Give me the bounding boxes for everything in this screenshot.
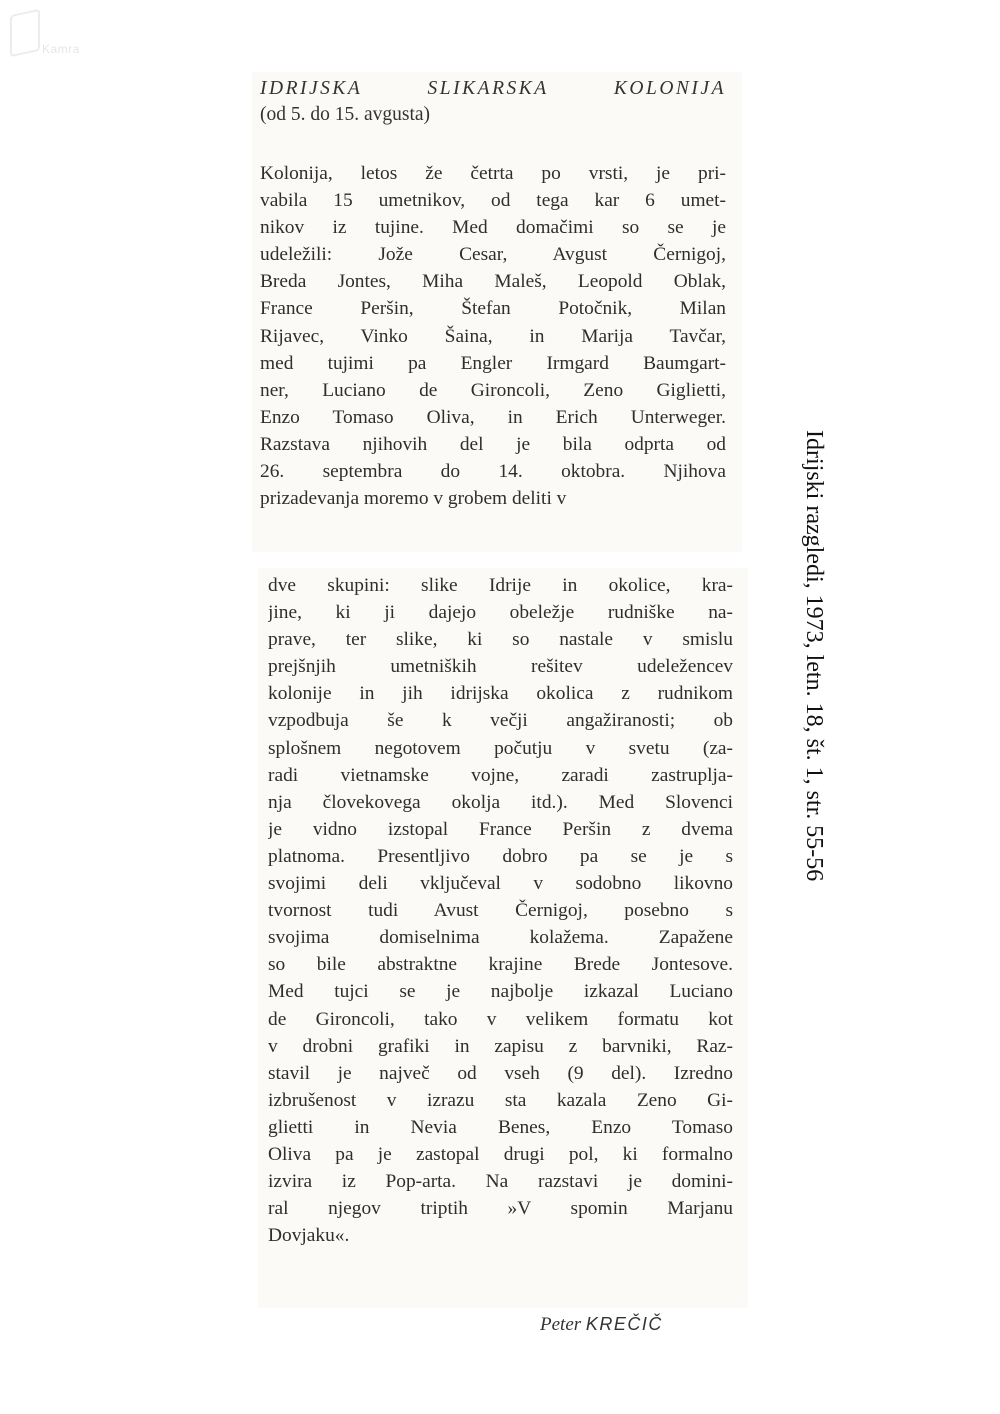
text-line: ner, Luciano de Gironcoli, Zeno Giglietti, [260, 379, 726, 401]
text-line: Rijavec, Vinko Šaina, in Marija Tavčar, [260, 325, 726, 347]
text-line: nja človekovega okolja itd.). Med Slovenci [268, 791, 733, 813]
watermark-text: Kamra [42, 42, 80, 56]
text-line: Med tujci se je najbolje izkazal Luciano [268, 981, 733, 1003]
text-line: v drobni grafiki in zapisu z barvniki, Raz- [268, 1035, 733, 1057]
text-line: stavil je največ od vseh (9 del). Izredno [268, 1062, 733, 1084]
article-column-1 [260, 160, 726, 512]
text-line: svojimi deli vključeval v sodobno likovno [268, 873, 733, 895]
text-line: vabila 15 umetnikov, od tega kar 6 umet- [260, 190, 726, 212]
text-line: splošnem negotovem počutju v svetu (za- [268, 737, 733, 759]
article-column-2 [268, 572, 733, 1249]
author-first-name: Peter [540, 1314, 582, 1335]
text-line: glietti in Nevia Benes, Enzo Tomaso [268, 1116, 733, 1138]
text-line: jine, ki ji dajejo obeležje rudniške na- [268, 602, 733, 624]
text-line: prejšnjih umetniških rešitev udeležencev [268, 656, 733, 678]
text-line: izbrušenost v izrazu sta kazala Zeno Gi- [268, 1089, 733, 1111]
author-signature [540, 1314, 663, 1336]
text-line: kolonije in jih idrijska okolica z rudnikom [268, 683, 733, 705]
text-line: Breda Jontes, Miha Maleš, Leopold Oblak, [260, 271, 726, 293]
text-line: dve skupini: slike Idrije in okolice, kra- [268, 575, 733, 596]
text-line: prave, ter slike, ki so nastale v smislu [268, 629, 733, 651]
text-line: med tujimi pa Engler Irmgard Baumgart- [260, 352, 726, 374]
text-line: ral njegov triptih »V spomin Marjanu [268, 1198, 733, 1220]
text-line: prizadevanja moremo v grobem deliti v [260, 488, 567, 510]
text-line: udeležili: Jože Cesar, Avgust Černigoj, [260, 244, 726, 266]
source-citation: Idrijski razgledi, 1973, letn. 18, št. 1, str. 55-56 [801, 430, 827, 882]
author-last-name: KREČIČ [585, 1314, 663, 1334]
text-line: so bile abstraktne krajine Brede Jontesove. [268, 954, 733, 976]
text-line: Enzo Tomaso Oliva, in Erich Unterweger. [260, 406, 726, 428]
text-line: Kolonija, letos že četrta po vrsti, je pri- [260, 163, 726, 184]
text-line: svojima domiselnima kolažema. Zapažene [268, 927, 733, 949]
text-line: radi vietnamske vojne, zaradi zastruplja- [268, 764, 733, 786]
text-line: Razstava njihovih del je bila odprta od [260, 433, 726, 455]
kamra-logo-icon [10, 9, 40, 57]
text-line: France Peršin, Štefan Potočnik, Milan [260, 298, 726, 320]
article-subtitle: (od 5. do 15. avgusta) [260, 104, 431, 125]
article-title: IDRIJSKA SLIKARSKA KOLONIJA [260, 78, 726, 99]
text-line: Dovjaku«. [268, 1225, 350, 1247]
text-line: de Gironcoli, tako v velikem formatu kot [268, 1008, 733, 1030]
text-line: tvornost tudi Avust Černigoj, posebno s [268, 900, 733, 922]
text-line: Oliva pa je zastopal drugi pol, ki formalno [268, 1143, 733, 1165]
text-line: 26. septembra do 14. oktobra. Njihova [260, 461, 726, 483]
kamra-watermark-logo [8, 10, 118, 58]
text-line: je vidno izstopal France Peršin z dvema [268, 818, 733, 840]
text-line: platnoma. Presentljivo dobro pa se je s [268, 845, 733, 867]
text-line: vzpodbuja še k večji angažiranosti; ob [268, 710, 733, 732]
text-line: izvira iz Pop-arta. Na razstavi je domini- [268, 1171, 733, 1193]
text-line: nikov iz tujine. Med domačimi so se je [260, 217, 726, 239]
